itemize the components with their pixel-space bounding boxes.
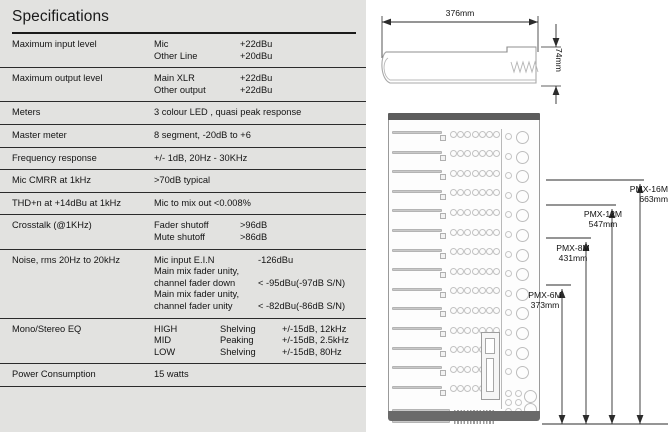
model-size: 431mm xyxy=(558,253,588,264)
spec-value xyxy=(154,364,366,387)
table-row xyxy=(0,124,366,147)
eq-band: MID xyxy=(154,335,172,346)
spec-value-key: channel fader down xyxy=(154,277,236,288)
spec-value-key: Mic xyxy=(154,39,169,49)
spec-value-number: >86dB xyxy=(240,231,268,242)
spec-value-number: +20dBu xyxy=(240,50,273,61)
spec-value xyxy=(154,318,366,364)
model-name: PMX-8M xyxy=(556,243,590,253)
spec-value-line xyxy=(154,289,358,301)
spec-value xyxy=(154,170,366,193)
spec-value-key: Mic input E.I.N xyxy=(154,254,215,265)
model-name: PMX-12M xyxy=(583,209,623,219)
model-size: 663mm xyxy=(639,194,668,205)
spec-value-number: +22dBu xyxy=(240,84,273,95)
spec-value-line xyxy=(154,335,358,347)
spec-label: Maximum output level xyxy=(0,68,154,102)
spec-value-line xyxy=(154,301,358,313)
table-row xyxy=(0,215,366,249)
spec-value-line xyxy=(154,39,358,51)
spec-value-line xyxy=(154,347,358,359)
spec-value xyxy=(154,215,366,249)
spec-label: Mono/Stereo EQ xyxy=(0,318,154,364)
table-row xyxy=(0,364,366,387)
eq-type: Shelving xyxy=(220,346,256,357)
table-row xyxy=(0,192,366,215)
spec-value-line xyxy=(154,255,358,267)
spec-label: Frequency response xyxy=(0,147,154,170)
spec-value-line xyxy=(154,85,358,97)
table-row xyxy=(0,147,366,170)
spec-label: Power Consumption xyxy=(0,364,154,387)
model-label-pmx-6m xyxy=(516,290,574,310)
eq-band: LOW xyxy=(154,346,176,357)
spec-value-line xyxy=(154,278,358,290)
eq-type: Peaking xyxy=(220,335,254,346)
spec-value-line: 15 watts xyxy=(154,369,189,380)
spec-value xyxy=(154,192,366,215)
spec-value xyxy=(154,124,366,147)
table-row xyxy=(0,68,366,102)
spec-label: Maximum input level xyxy=(12,39,97,49)
height-dimension-label: 74mm xyxy=(554,48,564,72)
model-label-pmx-12m xyxy=(572,209,634,229)
spec-value-line: 8 segment, -20dB to +6 xyxy=(154,129,251,140)
table-row xyxy=(0,170,366,193)
eq-band: HIGH xyxy=(154,323,178,334)
spec-value-number: +22dBu xyxy=(240,39,273,49)
spec-value-key: Other output xyxy=(154,84,206,95)
eq-type: Shelving xyxy=(220,323,256,334)
model-size: 547mm xyxy=(588,219,618,230)
spec-value-key: Fader shutoff xyxy=(154,220,209,231)
spec-value-number: >96dB xyxy=(240,220,268,231)
spec-value-number: < -82dBu(-86dB S/N) xyxy=(258,300,346,311)
spec-value-line: +/- 1dB, 20Hz - 30KHz xyxy=(154,152,248,163)
eq-spec: +/-15dB, 80Hz xyxy=(282,346,342,357)
spec-value xyxy=(154,249,366,318)
spec-value-line: 3 colour LED , quasi peak response xyxy=(154,107,302,118)
spec-value-key: Main mix fader unity, xyxy=(154,289,240,300)
spec-label: THD+n at +14dBu at 1kHz xyxy=(0,192,154,215)
eq-spec: +/-15dB, 2.5kHz xyxy=(282,335,349,346)
spec-label: Noise, rms 20Hz to 20kHz xyxy=(0,249,154,318)
spec-value-number: +22dBu xyxy=(240,73,273,84)
table-row xyxy=(0,249,366,318)
model-label-pmx-8m xyxy=(544,243,602,263)
spec-value-line xyxy=(154,232,358,244)
eq-spec: +/-15dB, 12kHz xyxy=(282,323,347,334)
spec-value-line: >70dB typical xyxy=(154,175,211,186)
spec-label: Crosstalk (@1KHz) xyxy=(0,215,154,249)
spec-value-line: Mic to mix out <0.008% xyxy=(154,197,251,208)
spec-label: Meters xyxy=(0,102,154,125)
spec-value-key: Other Line xyxy=(154,50,198,61)
spec-value-line xyxy=(154,220,358,232)
spec-value-line xyxy=(154,73,358,85)
spec-value-line xyxy=(154,324,358,336)
table-row xyxy=(0,318,366,364)
spec-value-line xyxy=(154,266,358,278)
width-dimension-label: 376mm xyxy=(445,8,475,18)
spec-value-line xyxy=(154,51,358,63)
table-row xyxy=(0,102,366,125)
spec-label: Master meter xyxy=(0,124,154,147)
spec-value-number: -126dBu xyxy=(258,254,294,265)
spec-value-number: < -95dBu(-97dB S/N) xyxy=(258,277,346,288)
spec-value xyxy=(154,34,366,68)
spec-value xyxy=(154,68,366,102)
table-row xyxy=(0,34,366,68)
model-size: 373mm xyxy=(530,300,560,311)
specifications-table xyxy=(0,34,366,387)
spec-value-key: Main mix fader unity, xyxy=(154,266,240,277)
spec-value xyxy=(154,147,366,170)
page-title: Specifications xyxy=(12,8,110,25)
drawing-panel xyxy=(366,0,668,432)
spec-value xyxy=(154,102,366,125)
spec-value-key: Mute shutoff xyxy=(154,231,205,242)
model-name: PMX-6M xyxy=(528,290,562,300)
model-label-pmx-16m xyxy=(578,184,668,204)
model-name: PMX-16M xyxy=(629,184,668,194)
spec-value-key: channel fader unity xyxy=(154,300,233,311)
spec-label: Mic CMRR at 1kHz xyxy=(0,170,154,193)
spec-value-key: Main XLR xyxy=(154,73,195,84)
